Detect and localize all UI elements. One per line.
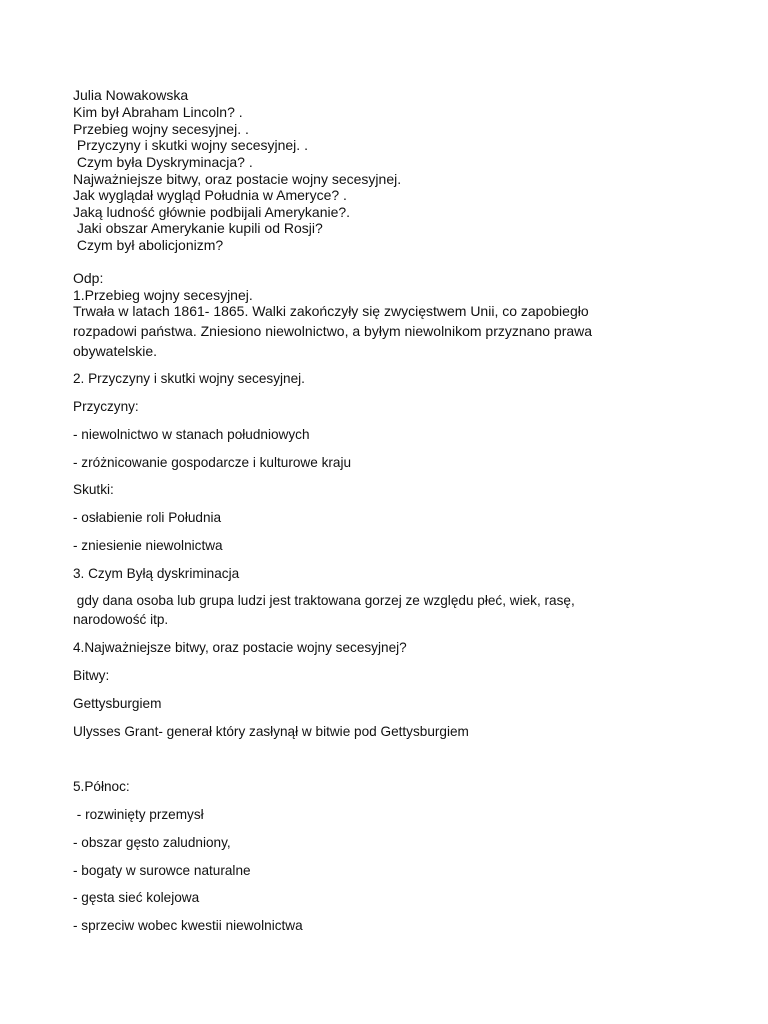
question-line: Najważniejsze bitwy, oraz postacie wojny secesyjnej. [73,171,402,187]
north-item: - gęsta sieć kolejowa [73,890,200,905]
cause-item: - zróżnicowanie gospodarcze i kulturowe kraju [73,455,352,470]
battles-label: Bitwy: [73,668,110,683]
north-item: - rozwinięty przemysł [73,807,204,822]
section-5-title: 5.Północ: [73,779,130,794]
question-line: Przebieg wojny secesyjnej. . [73,121,249,137]
section-3-title: 3. Czym Byłą dyskriminacja [73,566,240,581]
section-1-text: rozpadowi państwa. Zniesiono niewolnictwo, a byłym niewolnikom przyznano prawa [73,323,593,339]
effect-item: - zniesienie niewolnictwa [73,538,223,553]
question-line: Czym był abolicjonizm? [73,237,224,253]
section-1-text: obywatelskie. [73,343,158,359]
question-line: Kim był Abraham Lincoln? . [73,104,243,120]
figure-item: Ulysses Grant- generał który zasłynął w bitwie pod Gettysburgiem [73,724,469,739]
question-line: Jaki obszar Amerykanie kupili od Rosji? [73,220,323,236]
author-name: Julia Nowakowska [73,87,189,103]
section-1-title: 1.Przebieg wojny secesyjnej. [73,287,253,303]
question-line: Jak wyglądał wygląd Południa w Ameryce? . [73,187,347,203]
section-1-text: Trwała w latach 1861- 1865. Walki zakończyły się zwycięstwem Unii, co zapobiegło [73,303,589,319]
cause-item: - niewolnictwo w stanach południowych [73,427,310,442]
effects-label: Skutki: [73,482,114,497]
question-line: Czym była Dyskryminacja? . [73,154,253,170]
question-line: Przyczyny i skutki wojny secesyjnej. . [73,137,308,153]
north-item: - bogaty w surowce naturalne [73,863,251,878]
section-3-text: narodowość itp. [73,612,169,627]
north-item: - sprzeciw wobec kwestii niewolnictwa [73,918,303,933]
question-line: Jaką ludność głównie podbijali Amerykanie?. [73,204,351,220]
causes-label: Przyczyny: [73,399,139,414]
battle-item: Gettysburgiem [73,696,162,711]
section-2-title: 2. Przyczyny i skutki wojny secesyjnej. [73,371,305,386]
section-3-text: gdy dana osoba lub grupa ludzi jest traktowana gorzej ze względu płeć, wiek, rasę, [73,593,575,608]
north-item: - obszar gęsto zaludniony, [73,835,231,850]
effect-item: - osłabienie roli Południa [73,510,222,525]
answers-label: Odp: [73,270,104,286]
section-4-title: 4.Najważniejsze bitwy, oraz postacie wojny secesyjnej? [73,640,407,655]
